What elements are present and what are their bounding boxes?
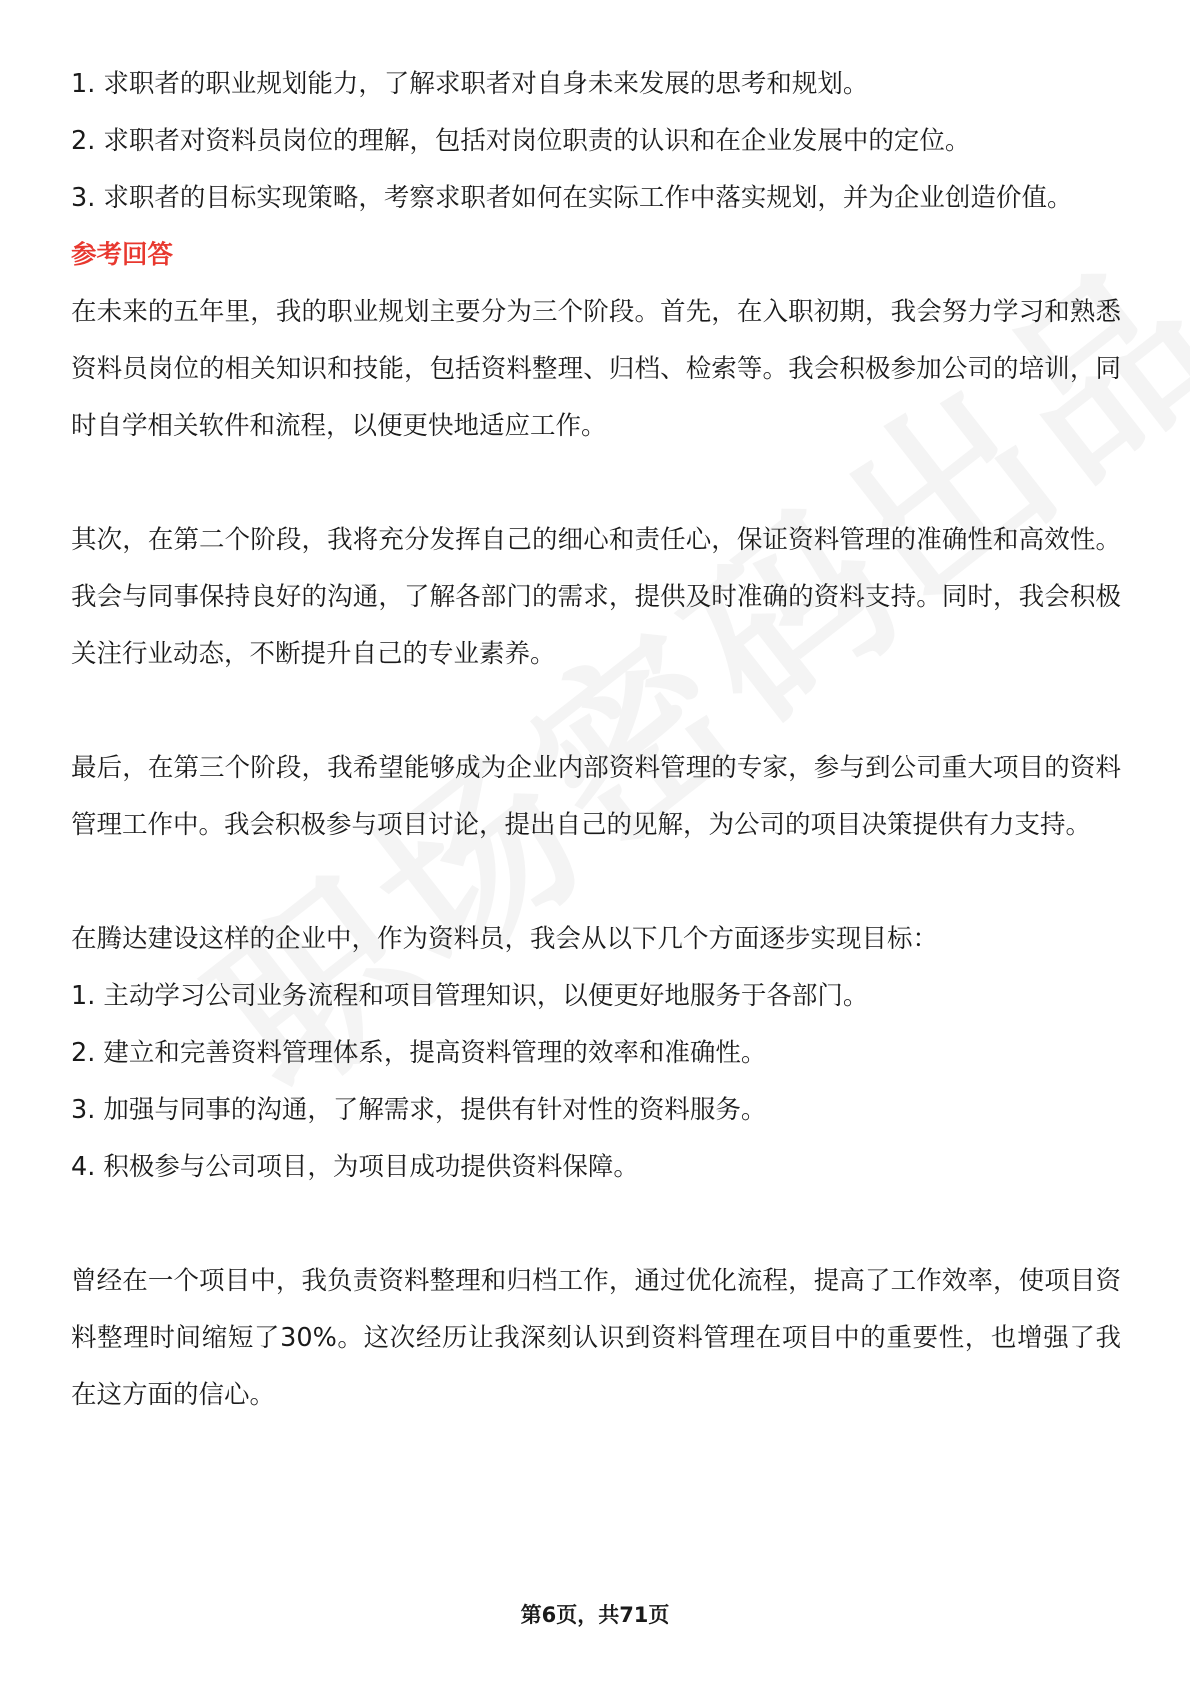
- goal-item-3: 3. 加强与同事的沟通，了解需求，提供有针对性的资料服务。: [71, 1095, 767, 1125]
- plan-paragraph-2: 其次，在第二个阶段，我将充分发挥自己的细心和责任心，保证资料管理的准确性和高效性。我会与同事保持良好的沟通，了解各部门的需求，提供及时准确的资料支持。同时，我会积极关注行业动态，不断提升自己的专业素养。: [71, 525, 1121, 669]
- goal-item-1: 1. 主动学习公司业务流程和项目管理知识，以便更好地服务于各部门。: [71, 981, 869, 1011]
- plan-paragraph-1: 在未来的五年里，我的职业规划主要分为三个阶段。首先，在入职初期，我会努力学习和熟悉资料员岗位的相关知识和技能，包括资料整理、归档、检索等。我会积极参加公司的培训，同时自学相关软件和流程，以便更快地适应工作。: [71, 297, 1121, 441]
- plan-paragraph-3: 最后，在第三个阶段，我希望能够成为企业内部资料管理的专家，参与到公司重大项目的资料管理工作中。我会积极参与项目讨论，提出自己的见解，为公司的项目决策提供有力支持。: [71, 753, 1121, 840]
- goals-intro: 在腾达建设这样的企业中，作为资料员，我会从以下几个方面逐步实现目标：: [71, 924, 939, 954]
- intro-point-1: 1. 求职者的职业规划能力，了解求职者对自身未来发展的思考和规划。: [71, 69, 869, 99]
- goal-item-4: 4. 积极参与公司项目，为项目成功提供资料保障。: [71, 1152, 639, 1182]
- intro-point-2: 2. 求职者对资料员岗位的理解，包括对岗位职责的认识和在企业发展中的定位。: [71, 126, 971, 156]
- paragraph-gap: [71, 683, 1121, 740]
- answer-heading: 参考回答: [71, 240, 174, 270]
- page-number: 第6页，共71页: [520, 1603, 670, 1627]
- paragraph-gap: [71, 854, 1121, 911]
- paragraph-gap: [71, 1196, 1121, 1253]
- document-body: [71, 56, 1121, 1424]
- experience-paragraph: 曾经在一个项目中，我负责资料整理和归档工作，通过优化流程，提高了工作效率，使项目资料整理时间缩短了30%。这次经历让我深刻认识到资料管理在项目中的重要性，也增强了我在这方面的信心。: [71, 1266, 1121, 1410]
- paragraph-gap: [71, 455, 1121, 512]
- goal-item-2: 2. 建立和完善资料管理体系，提高资料管理的效率和准确性。: [71, 1038, 767, 1068]
- intro-point-3: 3. 求职者的目标实现策略，考察求职者如何在实际工作中落实规划，并为企业创造价值。: [71, 183, 1073, 213]
